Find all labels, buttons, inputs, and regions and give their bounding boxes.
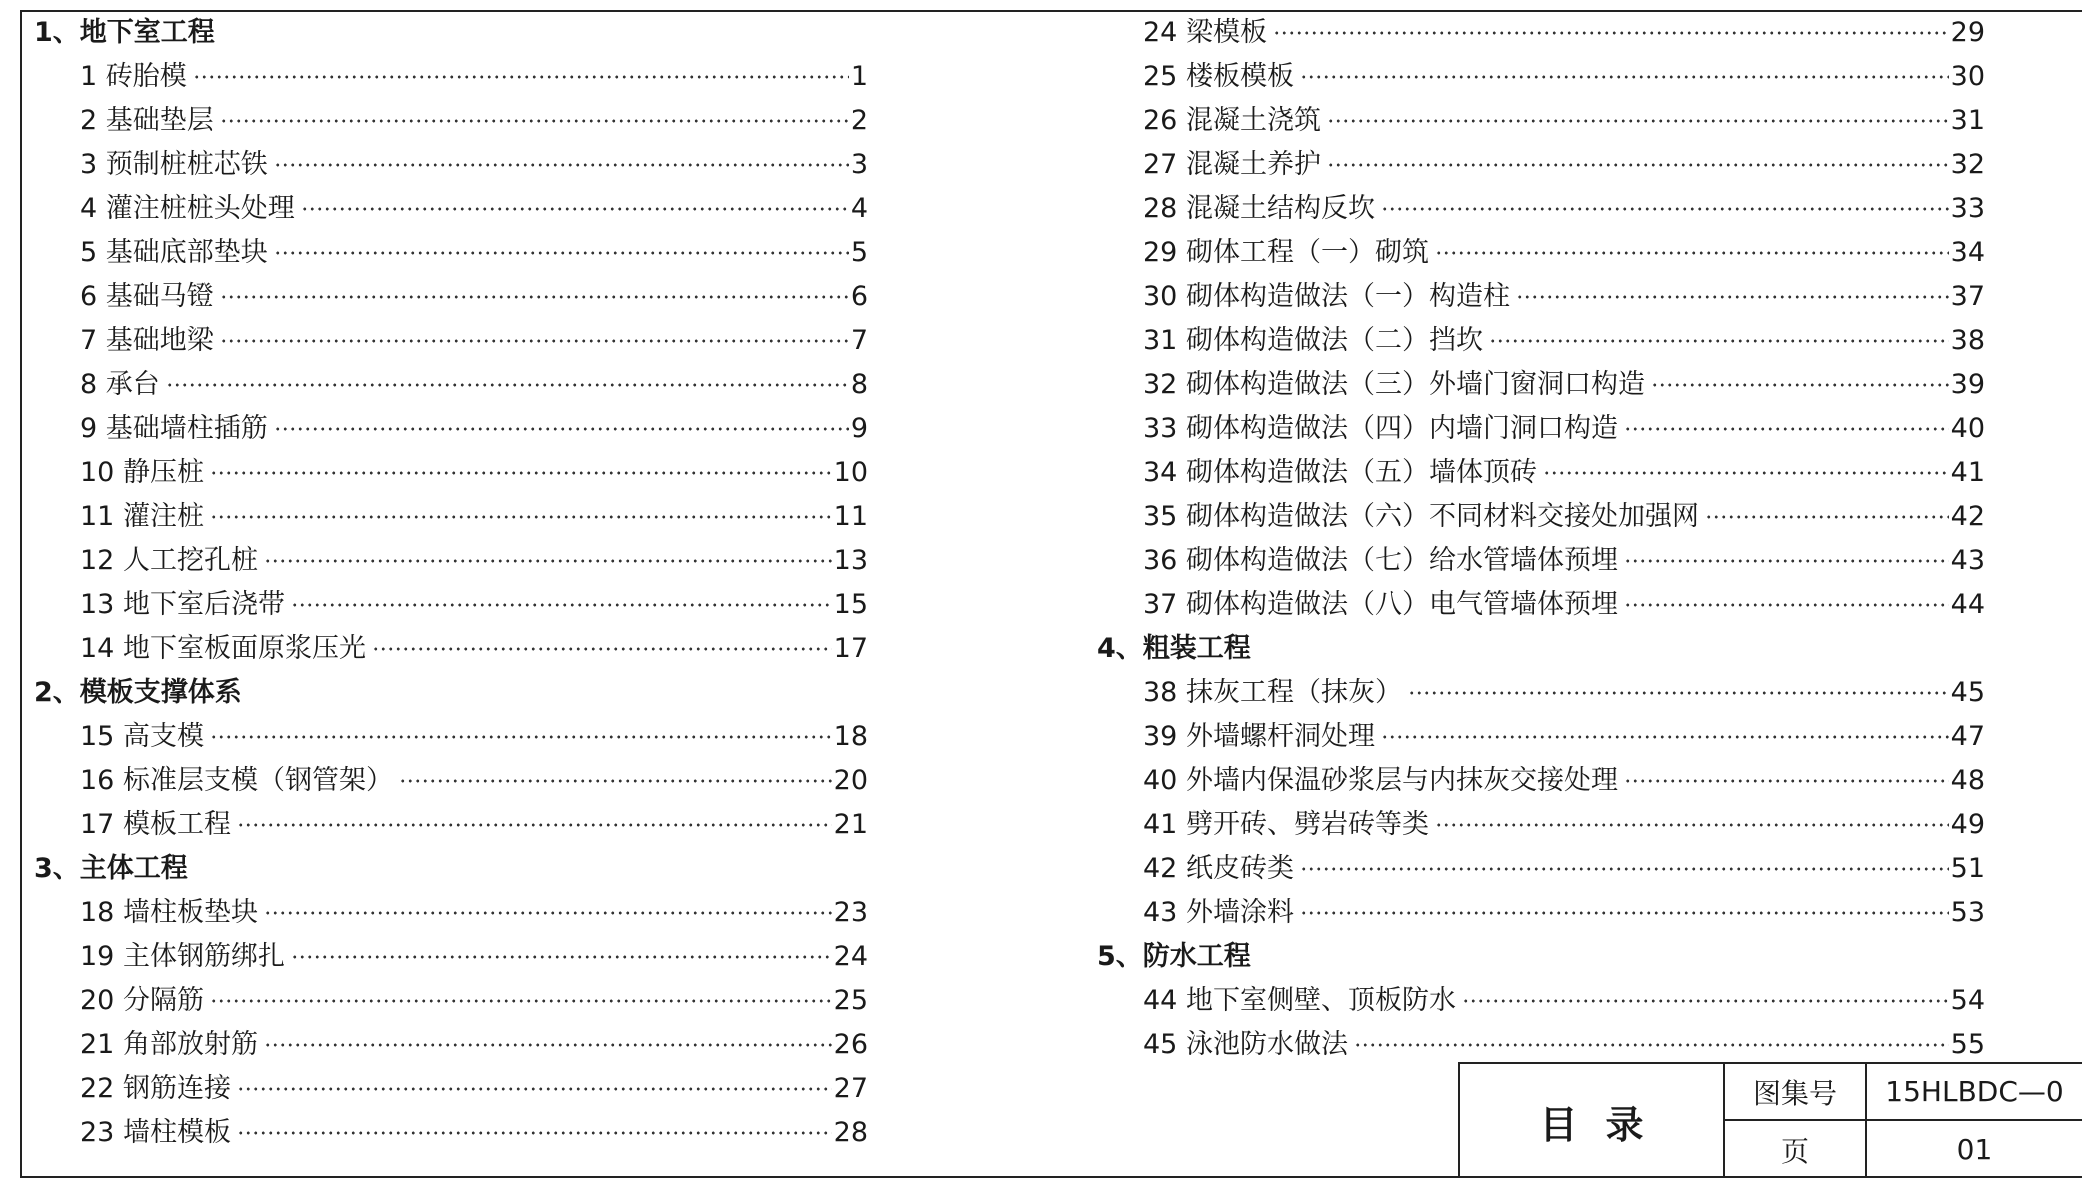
- atlas-number-label: 图集号: [1725, 1064, 1867, 1121]
- toc-entry[interactable]: [34, 99, 868, 143]
- toc-entry-label: 7 基础地梁: [80, 325, 214, 356]
- toc-entry[interactable]: [34, 1111, 868, 1155]
- dot-leader: [1543, 451, 1949, 495]
- toc-entry[interactable]: [34, 715, 868, 759]
- toc-entry-label: 15 高支模: [80, 721, 204, 752]
- dot-leader: [220, 319, 849, 363]
- dot-leader: [372, 627, 832, 671]
- dot-leader: [237, 1111, 832, 1155]
- toc-entry-page: 23: [833, 897, 868, 928]
- dot-leader: [1327, 143, 1949, 187]
- dot-leader: [1435, 231, 1949, 275]
- toc-entry-page: 34: [1950, 237, 1985, 268]
- toc-entry-label: 13 地下室后浇带: [80, 589, 285, 620]
- page-label: 页: [1725, 1121, 1867, 1178]
- toc-entry-page: 15: [833, 589, 868, 620]
- dot-leader: [1300, 891, 1949, 935]
- document-title: 目录: [1460, 1064, 1725, 1178]
- toc-entry[interactable]: [34, 231, 868, 275]
- toc-entry-label: 43 外墙涂料: [1143, 897, 1294, 928]
- dot-leader: [264, 1023, 832, 1067]
- toc-entry[interactable]: [1097, 319, 1985, 363]
- dot-leader: [1381, 187, 1949, 231]
- toc-entry-page: 20: [833, 765, 868, 796]
- toc-entry-page: 43: [1950, 545, 1985, 576]
- toc-entry-label: 12 人工挖孔桩: [80, 545, 258, 576]
- toc-entry-label: 28 混凝土结构反坎: [1143, 193, 1375, 224]
- toc-entry-label: 1 砖胎模: [80, 61, 187, 92]
- toc-entry-label: 3 预制桩桩芯铁: [80, 149, 268, 180]
- toc-entry-page: 39: [1950, 369, 1985, 400]
- toc-entry-page: 45: [1950, 677, 1985, 708]
- toc-entry[interactable]: [34, 979, 868, 1023]
- dot-leader: [274, 143, 849, 187]
- dot-leader: [264, 539, 832, 583]
- toc-entry-page: 53: [1950, 897, 1985, 928]
- title-block: [1458, 1062, 2082, 1178]
- dot-leader: [1624, 583, 1949, 627]
- dot-leader: [1300, 847, 1949, 891]
- toc-entry[interactable]: [34, 319, 868, 363]
- toc-entry-label: 2 基础垫层: [80, 105, 214, 136]
- toc-entry-page: 54: [1950, 985, 1985, 1016]
- toc-entry-page: 37: [1950, 281, 1985, 312]
- toc-entry[interactable]: [1097, 759, 1985, 803]
- toc-entry-page: 8: [850, 369, 868, 400]
- toc-entry-label: 39 外墙螺杆洞处理: [1143, 721, 1375, 752]
- toc-entry[interactable]: [34, 1067, 868, 1111]
- toc-entry-page: 31: [1950, 105, 1985, 136]
- dot-leader: [1273, 11, 1949, 55]
- toc-entry[interactable]: [34, 275, 868, 319]
- toc-entry-page: 44: [1950, 589, 1985, 620]
- toc-entry[interactable]: [1097, 363, 1985, 407]
- toc-entry[interactable]: [1097, 99, 1985, 143]
- toc-entry[interactable]: [34, 451, 868, 495]
- toc-entry-page: 51: [1950, 853, 1985, 884]
- toc-entry-label: 25 楼板模板: [1143, 61, 1294, 92]
- toc-entry[interactable]: [34, 803, 868, 847]
- toc-entry[interactable]: [34, 891, 868, 935]
- toc-entry-page: 55: [1950, 1029, 1985, 1060]
- toc-entry-page: 47: [1950, 721, 1985, 752]
- toc-entry-page: 26: [833, 1029, 868, 1060]
- dot-leader: [1651, 363, 1949, 407]
- toc-entry-page: 9: [850, 413, 868, 444]
- toc-entry[interactable]: [1097, 407, 1985, 451]
- dot-leader: [291, 583, 832, 627]
- toc-entry-label: 30 砌体构造做法（一）构造柱: [1143, 281, 1510, 312]
- dot-leader: [1705, 495, 1949, 539]
- toc-entry-page: 24: [833, 941, 868, 972]
- toc-entry-page: 48: [1950, 765, 1985, 796]
- toc-entry[interactable]: [1097, 671, 1985, 715]
- toc-entry-page: 2: [850, 105, 868, 136]
- toc-entry-label: 17 模板工程: [80, 809, 231, 840]
- dot-leader: [1354, 1023, 1949, 1067]
- section-heading: 1、地下室工程: [34, 17, 215, 48]
- toc-entry-page: 17: [833, 633, 868, 664]
- toc-entry-page: 21: [833, 809, 868, 840]
- toc-entry-page: 33: [1950, 193, 1985, 224]
- toc-entry[interactable]: [1097, 495, 1985, 539]
- section-heading: 5、防水工程: [1097, 941, 1251, 972]
- toc-entry[interactable]: [1097, 11, 1985, 55]
- toc-entry-label: 37 砌体构造做法（八）电气管墙体预埋: [1143, 589, 1618, 620]
- toc-entry-page: 42: [1950, 501, 1985, 532]
- toc-entry-page: 29: [1950, 17, 1985, 48]
- toc-entry-label: 9 基础墙柱插筋: [80, 413, 268, 444]
- dot-leader: [1381, 715, 1949, 759]
- toc-entry-label: 4 灌注桩桩头处理: [80, 193, 295, 224]
- toc-entry-label: 8 承台: [80, 369, 160, 400]
- dot-leader: [220, 275, 849, 319]
- toc-left-column: [34, 11, 868, 1155]
- toc-entry-page: 4: [850, 193, 868, 224]
- dot-leader: [210, 979, 832, 1023]
- dot-leader: [1624, 407, 1949, 451]
- toc-entry-label: 14 地下室板面原浆压光: [80, 633, 366, 664]
- toc-entry[interactable]: [1097, 847, 1985, 891]
- toc-entry-page: 40: [1950, 413, 1985, 444]
- toc-entry-page: 18: [833, 721, 868, 752]
- toc-entry-page: 27: [833, 1073, 868, 1104]
- toc-entry-label: 11 灌注桩: [80, 501, 204, 532]
- dot-leader: [1489, 319, 1949, 363]
- toc-entry-page: 38: [1950, 325, 1985, 356]
- toc-entry[interactable]: [1097, 891, 1985, 935]
- toc-entry[interactable]: [1097, 1023, 1985, 1067]
- toc-entry-page: 1: [850, 61, 868, 92]
- toc-entry[interactable]: [34, 627, 868, 671]
- dot-leader: [1327, 99, 1949, 143]
- toc-entry-label: 23 墙柱模板: [80, 1117, 231, 1148]
- toc-entry[interactable]: [34, 1023, 868, 1067]
- toc-entry-label: 20 分隔筋: [80, 985, 204, 1016]
- toc-entry-page: 32: [1950, 149, 1985, 180]
- dot-leader: [210, 451, 832, 495]
- dot-leader: [237, 1067, 832, 1111]
- dot-leader: [220, 99, 849, 143]
- dot-leader: [166, 363, 849, 407]
- toc-entry-label: 19 主体钢筋绑扎: [80, 941, 285, 972]
- toc-entry-label: 6 基础马镫: [80, 281, 214, 312]
- toc-entry-label: 33 砌体构造做法（四）内墙门洞口构造: [1143, 413, 1618, 444]
- toc-entry-label: 24 梁模板: [1143, 17, 1267, 48]
- toc-entry[interactable]: [34, 363, 868, 407]
- toc-entry-label: 27 混凝土养护: [1143, 149, 1321, 180]
- dot-leader: [210, 495, 832, 539]
- toc-entry-page: 10: [833, 457, 868, 488]
- toc-entry[interactable]: [34, 539, 868, 583]
- dot-leader: [1624, 759, 1949, 803]
- toc-entry[interactable]: [1097, 539, 1985, 583]
- section-heading: 2、模板支撑体系: [34, 677, 242, 708]
- toc-entry[interactable]: [34, 407, 868, 451]
- toc-entry-label: 44 地下室侧壁、顶板防水: [1143, 985, 1456, 1016]
- toc-entry-page: 3: [850, 149, 868, 180]
- toc-entry-label: 40 外墙内保温砂浆层与内抹灰交接处理: [1143, 765, 1618, 796]
- toc-entry[interactable]: [1097, 451, 1985, 495]
- dot-leader: [274, 231, 849, 275]
- toc-entry[interactable]: [1097, 231, 1985, 275]
- toc-entry-page: 25: [833, 985, 868, 1016]
- dot-leader: [1516, 275, 1949, 319]
- section-heading: 4、粗装工程: [1097, 633, 1251, 664]
- toc-entry-page: 49: [1950, 809, 1985, 840]
- atlas-number-value: 15HLBDC—0: [1867, 1064, 2082, 1121]
- toc-entry[interactable]: [1097, 143, 1985, 187]
- toc-entry-label: 35 砌体构造做法（六）不同材料交接处加强网: [1143, 501, 1699, 532]
- dot-leader: [193, 55, 849, 99]
- dot-leader: [1462, 979, 1949, 1023]
- toc-entry[interactable]: [34, 55, 868, 99]
- toc-entry-label: 26 混凝土浇筑: [1143, 105, 1321, 136]
- toc-entry[interactable]: [34, 187, 868, 231]
- dot-leader: [291, 935, 832, 979]
- page-number-value: 01: [1956, 1133, 1993, 1166]
- toc-entry-label: 45 泳池防水做法: [1143, 1029, 1348, 1060]
- toc-entry[interactable]: [34, 495, 868, 539]
- toc-entry-label: 36 砌体构造做法（七）给水管墙体预埋: [1143, 545, 1618, 576]
- toc-entry[interactable]: [1097, 715, 1985, 759]
- toc-entry[interactable]: [34, 583, 868, 627]
- toc-entry-page: 11: [833, 501, 868, 532]
- dot-leader: [1300, 55, 1949, 99]
- toc-entry-label: 18 墙柱板垫块: [80, 897, 258, 928]
- toc-entry-page: 5: [850, 237, 868, 268]
- toc-entry[interactable]: [34, 935, 868, 979]
- toc-entry-page: 6: [850, 281, 868, 312]
- toc-entry[interactable]: [1097, 55, 1985, 99]
- toc-entry[interactable]: [1097, 583, 1985, 627]
- toc-right-column: [1097, 11, 1985, 1067]
- toc-entry[interactable]: [1097, 187, 1985, 231]
- toc-entry-label: 21 角部放射筋: [80, 1029, 258, 1060]
- toc-entry-label: 22 钢筋连接: [80, 1073, 231, 1104]
- dot-leader: [301, 187, 849, 231]
- toc-entry-label: 16 标准层支模（钢管架）: [80, 765, 393, 796]
- toc-entry-label: 31 砌体构造做法（二）挡坎: [1143, 325, 1483, 356]
- toc-entry-page: 41: [1950, 457, 1985, 488]
- toc-entry-label: 41 劈开砖、劈岩砖等类: [1143, 809, 1429, 840]
- dot-leader: [210, 715, 832, 759]
- toc-entry-label: 34 砌体构造做法（五）墙体顶砖: [1143, 457, 1537, 488]
- toc-entry-page: 7: [850, 325, 868, 356]
- toc-entry-page: 30: [1950, 61, 1985, 92]
- toc-entry-label: 10 静压桩: [80, 457, 204, 488]
- toc-entry-label: 29 砌体工程（一）砌筑: [1143, 237, 1429, 268]
- toc-entry[interactable]: [1097, 979, 1985, 1023]
- toc-entry[interactable]: [34, 759, 868, 803]
- dot-leader: [1408, 671, 1949, 715]
- dot-leader: [1435, 803, 1949, 847]
- toc-entry-page: 28: [833, 1117, 868, 1148]
- section-heading: 3、主体工程: [34, 853, 188, 884]
- toc-entry[interactable]: [1097, 275, 1985, 319]
- dot-leader: [1624, 539, 1949, 583]
- dot-leader: [274, 407, 849, 451]
- toc-entry[interactable]: [1097, 803, 1985, 847]
- dot-leader: [399, 759, 832, 803]
- dot-leader: [237, 803, 832, 847]
- toc-entry-label: 32 砌体构造做法（三）外墙门窗洞口构造: [1143, 369, 1645, 400]
- toc-entry-label: 42 纸皮砖类: [1143, 853, 1294, 884]
- toc-entry-page: 13: [833, 545, 868, 576]
- toc-entry-label: 5 基础底部垫块: [80, 237, 268, 268]
- toc-entry-label: 38 抹灰工程（抹灰）: [1143, 677, 1402, 708]
- toc-entry[interactable]: [34, 143, 868, 187]
- dot-leader: [264, 891, 832, 935]
